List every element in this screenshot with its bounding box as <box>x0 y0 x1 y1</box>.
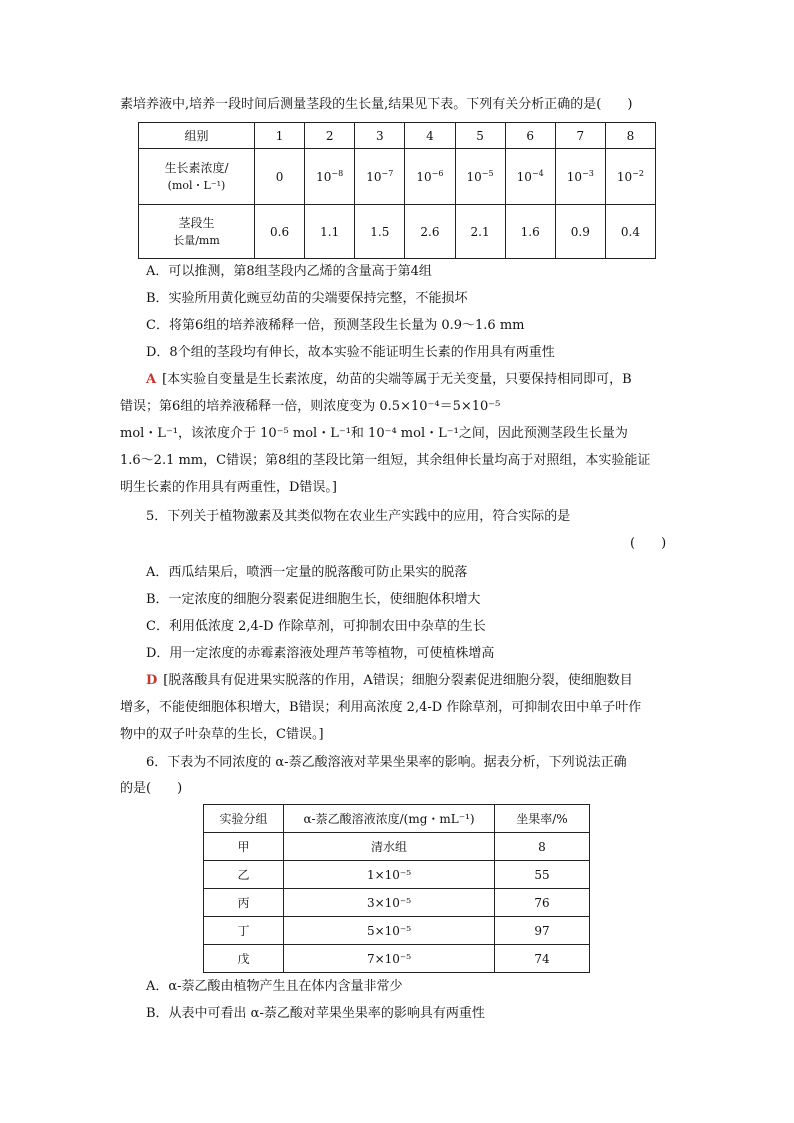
growth-cell: 0.9 <box>555 205 605 259</box>
q5-option-d: D．用一定浓度的赤霉素溶液处理芦苇等植物，可使植株增高 <box>146 646 495 661</box>
conc-cell: $10^{-7}$ <box>355 149 405 205</box>
q5-explanation-line: 增多，不能使细胞体积增大，B错误；利用高浓度 2,4-D 作除草剂，可抑制农田中单子叶作 <box>120 700 642 715</box>
fruit-set-table <box>203 804 590 973</box>
q5-explanation: [脱落酸具有促进果实脱落的作用，A错误；细胞分裂素促进细胞分裂，使细胞数目 <box>163 673 633 688</box>
growth-cell: 1.5 <box>355 205 405 259</box>
group-cell: 丙 <box>204 889 284 917</box>
group-number-cell: 6 <box>505 123 555 149</box>
table-row <box>204 889 590 917</box>
q4-explanation: [本实验自变量是生长素浓度，幼苗的尖端等属于无关变量，只要保持相同即可，B <box>162 372 632 387</box>
group-cell: 丁 <box>204 917 284 945</box>
q6-option-b: B．从表中可看出 α-萘乙酸对苹果坐果率的影响具有两重性 <box>146 1006 485 1021</box>
q4-explanation-line: mol・L⁻¹，该浓度介于 10⁻⁵ mol・L⁻¹和 10⁻⁴ mol・L⁻¹之间，因此预测茎段生长量为 <box>120 426 628 441</box>
group-number-cell: 2 <box>305 123 355 149</box>
growth-cell: 2.1 <box>455 205 505 259</box>
q4-answer-letter: A <box>146 372 157 387</box>
row-label-cell <box>139 149 255 205</box>
group-number-cell: 3 <box>355 123 405 149</box>
conc-cell: $10^{-6}$ <box>405 149 455 205</box>
growth-cell: 1.1 <box>305 205 355 259</box>
conc-cell: 3×10⁻⁵ <box>284 889 495 917</box>
conc-cell: 0 <box>255 149 305 205</box>
q5-option-b: B．一定浓度的细胞分裂素促进细胞生长，使细胞体积增大 <box>146 592 481 607</box>
group-number-cell: 5 <box>455 123 505 149</box>
q5-option-a: A．西瓜结果后，喷洒一定量的脱落酸可防止果实的脱落 <box>146 565 468 580</box>
rate-cell: 8 <box>495 833 590 861</box>
conc-cell: $10^{-3}$ <box>555 149 605 205</box>
group-cell: 戊 <box>204 945 284 973</box>
group-number-cell: 7 <box>555 123 605 149</box>
table-header-cell: 组别 <box>139 123 255 149</box>
table-header-cell: 坐果率/% <box>495 805 590 833</box>
rate-cell: 74 <box>495 945 590 973</box>
question-intro: 素培养液中,培养一段时间后测量茎段的生长量,结果见下表。下列有关分析正确的是( ) <box>120 97 633 112</box>
q4-explanation-line: 1.6～2.1 mm，C错误；第8组的茎段比第一组短，其余组伸长量均高于对照组，本实验能证 <box>120 453 651 468</box>
q4-explanation-line: 明生长素的作用具有两重性，D错误。] <box>120 480 337 495</box>
table-header-cell: α-萘乙酸溶液浓度/(mg・mL⁻¹) <box>284 805 495 833</box>
growth-cell: 0.6 <box>255 205 305 259</box>
group-cell: 甲 <box>204 833 284 861</box>
q4-option-c: C．将第6组的培养液稀释一倍，预测茎段生长量为 0.9～1.6 mm <box>146 318 525 333</box>
growth-cell: 1.6 <box>505 205 555 259</box>
q6-stem: 6．下表为不同浓度的 α-萘乙酸溶液对苹果坐果率的影响。据表分析，下列说法正确 <box>146 755 627 770</box>
q5-answer-letter: D <box>146 673 158 688</box>
row-label-line: 长量/mm <box>173 233 220 247</box>
growth-cell: 0.4 <box>605 205 655 259</box>
row-label-cell <box>139 205 255 259</box>
rate-cell: 55 <box>495 861 590 889</box>
conc-cell: 清水组 <box>284 833 495 861</box>
rate-cell: 76 <box>495 889 590 917</box>
rate-cell: 97 <box>495 917 590 945</box>
table-row <box>204 945 590 973</box>
group-number-cell: 4 <box>405 123 455 149</box>
conc-cell: 5×10⁻⁵ <box>284 917 495 945</box>
row-label-line: 茎段生 <box>178 215 215 230</box>
growth-cell: 2.6 <box>405 205 455 259</box>
q6-option-a: A．α-萘乙酸由植物产生且在体内含量非常少 <box>146 979 403 994</box>
q4-option-d: D．8个组的茎段均有伸长，故本实验不能证明生长素的作用具有两重性 <box>146 345 555 360</box>
q4-option-b: B．实验所用黄化豌豆幼苗的尖端要保持完整，不能损坏 <box>146 291 468 306</box>
conc-cell: 1×10⁻⁵ <box>284 861 495 889</box>
table-row <box>204 833 590 861</box>
q5-answer-paren: ( ) <box>630 536 667 551</box>
table-row <box>204 861 590 889</box>
q5-explanation-line: 物中的双子叶杂草的生长，C错误。] <box>120 727 324 742</box>
q4-explanation-line: 错误；第6组的培养液稀释一倍，则浓度变为 0.5×10⁻⁴＝5×10⁻⁵ <box>120 399 501 414</box>
q5-stem: 5．下列关于植物激素及其类似物在农业生产实践中的应用，符合实际的是 <box>146 509 571 524</box>
conc-cell: $10^{-8}$ <box>305 149 355 205</box>
q5-option-c: C．利用低浓度 2,4-D 作除草剂，可抑制农田中杂草的生长 <box>146 619 486 634</box>
conc-cell: 7×10⁻⁵ <box>284 945 495 973</box>
group-cell: 乙 <box>204 861 284 889</box>
conc-cell: $10^{-4}$ <box>505 149 555 205</box>
q5-answer-line <box>146 671 633 691</box>
q6-stem-cont: 的是( ) <box>120 781 183 796</box>
q4-answer-line <box>146 370 632 390</box>
conc-cell: $10^{-2}$ <box>605 149 655 205</box>
row-label-line: 生长素浓度/ <box>164 160 229 175</box>
growth-table <box>138 122 656 259</box>
table-row <box>204 917 590 945</box>
group-number-cell: 1 <box>255 123 305 149</box>
table-header-cell: 实验分组 <box>204 805 284 833</box>
group-number-cell: 8 <box>605 123 655 149</box>
q4-option-a: A．可以推测，第8组茎段内乙烯的含量高于第4组 <box>146 264 432 279</box>
conc-cell: $10^{-5}$ <box>455 149 505 205</box>
row-label-line: (mol・L⁻¹) <box>167 178 226 192</box>
